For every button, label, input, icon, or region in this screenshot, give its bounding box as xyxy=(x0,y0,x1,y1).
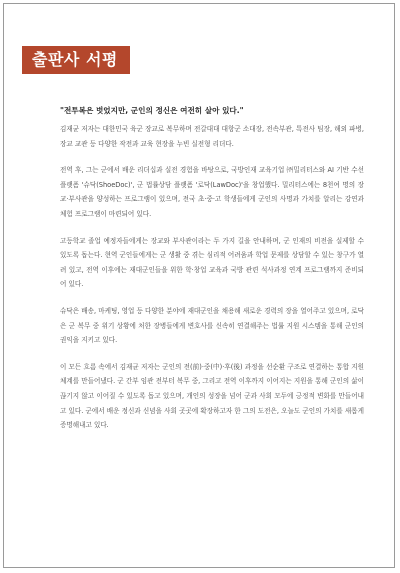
paragraph: 전역 후, 그는 군에서 배운 리더십과 실전 경험을 바탕으로, 국방인재 교육기업 ㈜밀리터스와 AI 기반 수선 플랫폼 '슈닥(ShoeDoc)', 군 법률상담 플랫폼 '로닥(LawDoc)'을 창업했다. 밀리터스에는 8천여 명의 장교·부사관을 양성하는 프로그램이 있으며, 전국 초·중·고 학생들에게 군인의 사명과 가치를 알리는 강연과 체험 프로그램이 마련되어 있다. xyxy=(60,166,364,218)
intro-quote: "전투복은 벗었지만, 군인의 정신은 여전히 살아 있다." xyxy=(60,106,244,115)
section-title: 출판사 서평 xyxy=(22,46,130,74)
paragraph: 슈닥은 배송, 마케팅, 영업 등 다양한 분야에 재대군인을 채용해 새로운 경력의 장을 열어주고 있으며, 로닥은 군 복무 중 위기 상황에 처한 장병들에게 변호사를 신속히 연결해주는 법률 지원 시스템을 통해 군인의 권익을 지키고 있다. xyxy=(60,306,364,345)
paragraph: 고등학교 졸업 예정자들에게는 장교와 부사관이라는 두 가지 길을 안내하며, 군 인재의 비전을 실제할 수 있도록 돕는다. 현역 군인들에게는 군 생활 중 겪는 심리적 어려움과 학업 문제를 상담할 수 있는 창구가 열려 있고, 전역 이후에는 재대군인들을 위한 학·창업 교육과 국방 관련 석사과정 연계 프로그램까지 준비되어 있다. xyxy=(60,236,364,289)
paragraph: 이 모든 흐름 속에서 김재균 저자는 군인의 전(前)·중(中)·후(後) 과정을 선순환 구조로 연결하는 통합 지원 체계를 만들어냈다. 군 간부 임관 전부터 복무 중, 그리고 전역 이후까지 이어지는 지원을 통해 군인의 삶이 끊기지 않고 이어질 수 있도록 돕고 있으며, 개인의 성장을 넘어 군과 사회 모두에 긍정적 변화를 만들어내고 있다. 군에서 배운 정신과 신념을 사회 곳곳에 확장하고자 한 그의 도전은, 오늘도 군인의 가치를 새롭게 증명해내고 있다. xyxy=(60,362,364,430)
paragraph: 김재균 저자는 대한민국 육군 장교로 복무하며 전갈대대 대항군 소대장, 전속부관, 특전사 팀장, 해외 파병, 장교 교관 등 다양한 작전과 교육 현장을 누빈 실전형 리더다. xyxy=(60,125,364,148)
review-body xyxy=(60,104,364,445)
